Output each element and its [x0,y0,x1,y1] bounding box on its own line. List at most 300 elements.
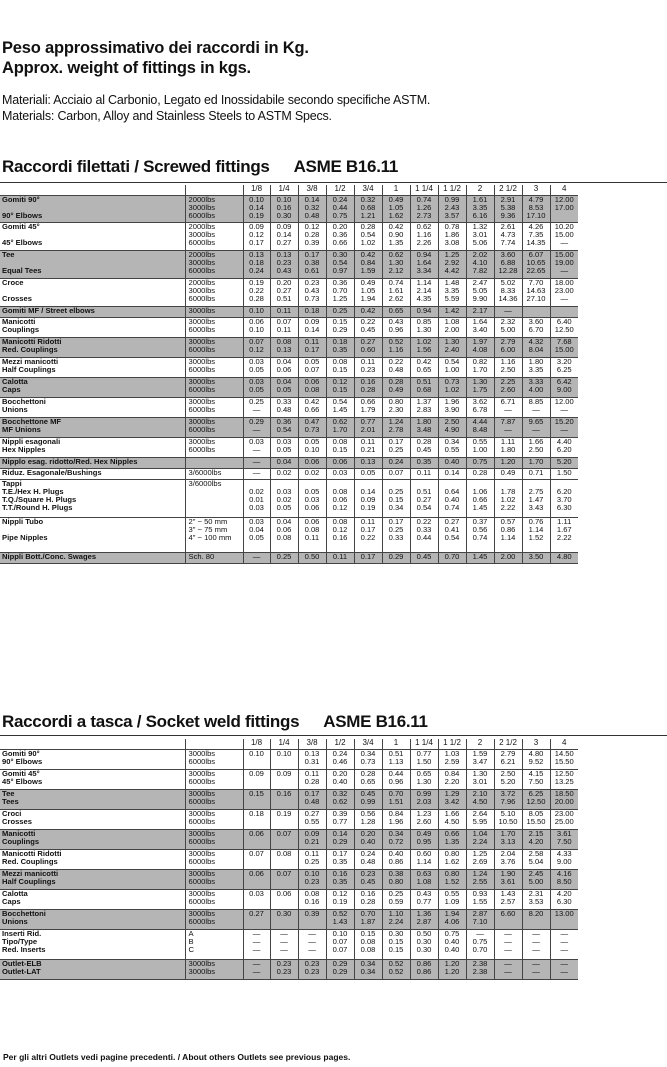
pressure-class: 3000lbs [185,307,243,318]
size-header: 1 [382,739,410,750]
footer-note: Per gli altri Outlets vedi pagine precedenti. / About others Outlets see previous pages. [3,1052,351,1062]
table-row [0,358,578,378]
weight-cell: 0.06 0.10 [243,318,270,338]
weight-cell: 2.10 4.50 [466,790,494,810]
weight-cell: 2.91 5.38 9.36 [494,196,522,223]
weight-cell: 0.10 0.23 [298,870,326,890]
weight-cell: 1.96 3.90 [438,398,466,418]
table-row [0,279,578,307]
weight-cell: 0.09 0.21 [298,830,326,850]
weight-cell: 1.03 2.59 [438,750,466,770]
weight-cell: 4.80 9.52 [522,750,550,770]
weight-cell: 1.25 2.69 [466,850,494,870]
header-blank [0,739,185,750]
weight-cell: 0.03 0.04 0.05 [243,518,270,553]
weight-cell: 1.78 1.02 2.22 [494,480,522,518]
weight-cell: 0.39 [298,910,326,930]
weight-cell: 0.03 0.05 [243,378,270,398]
weight-cell: 7.70 14.63 27.10 [522,279,550,307]
weight-cell: 0.55 1.00 [466,438,494,458]
pressure-class: 3000lbs 6000lbs [185,338,243,358]
weight-cell: — — [522,960,550,980]
weight-cell: 5.02 8.33 14.36 [494,279,522,307]
weight-cell: 1.30 1.75 [466,378,494,398]
fitting-name: Gomiti 45° 45° Elbows [0,223,185,251]
weight-cell: 0.11 [410,469,438,480]
weight-cell: 0.13 0.31 [298,750,326,770]
weight-cell: 1.20 1.20 [438,960,466,980]
weight-cell: 0.08 0.16 [298,890,326,910]
fitting-name: Manicotti Couplings [0,318,185,338]
weight-cell: 1.80 3.48 [410,418,438,438]
weight-cell: 0.18 0.35 [326,338,354,358]
page-header [0,38,430,124]
weight-cell: 0.24 0.44 0.75 [326,196,354,223]
weight-cell: 0.64 0.40 0.74 [438,480,466,518]
socket-rule [0,735,667,736]
weight-cell: 0.70 1.51 [382,790,410,810]
weight-cell: 0.35 [410,458,438,469]
weight-cell: 0.74 1.26 2.73 [410,196,438,223]
weight-cell: 0.66 1.35 [438,830,466,850]
weight-cell: 0.65 [382,307,410,318]
weight-cell: 0.07 0.12 [243,338,270,358]
socket-weld-fittings-table [0,739,578,980]
weight-cell: 0.56 1.28 [354,810,382,830]
weight-cell: 0.42 0.66 [298,398,326,418]
weight-cell: — — — [550,930,578,960]
table-row [0,418,578,438]
weight-cell [550,307,578,318]
screwed-standard: ASME B16.11 [293,157,398,176]
size-header: 4 [550,185,578,196]
weight-cell: 0.71 [522,469,550,480]
weight-cell: 0.34 0.34 [354,960,382,980]
weight-cell: 0.04 0.05 [270,378,298,398]
weight-cell: 0.82 1.70 [466,358,494,378]
weight-cell: 3.62 6.78 [466,398,494,418]
weight-cell: 1.66 2.50 [522,438,550,458]
table-row [0,890,578,910]
weight-cell: 2.02 4.10 7.82 [466,251,494,279]
weight-cell: 0.28 0.45 [410,438,438,458]
table-row [0,518,578,553]
weight-cell: 0.43 0.96 [382,318,410,338]
weight-cell: 4.15 7.50 [522,770,550,790]
weight-cell: 1.30 3.01 [466,770,494,790]
size-header: 1/2 [326,739,354,750]
weight-cell: 0.04 0.06 0.08 [270,518,298,553]
weight-cell: 0.03 [326,469,354,480]
weight-cell: 0.45 [410,553,438,564]
weight-cell: 0.08 [270,850,298,870]
weight-cell: 1.94 4.06 [438,910,466,930]
weight-cell: 2.87 7.10 [466,910,494,930]
weight-cell: 0.08 0.15 [326,438,354,458]
weight-cell: 8.85 — [522,398,550,418]
weight-cell: 0.12 0.28 0.39 [298,223,326,251]
weight-cell: 1.45 [466,553,494,564]
weight-cell: 0.66 1.79 [354,398,382,418]
size-header: 2 [466,739,494,750]
weight-cell: 0.34 0.73 [354,750,382,770]
weight-cell: 0.09 0.12 0.17 [243,223,270,251]
weight-cell: 0.22 0.33 0.44 [410,518,438,553]
weight-cell: 0.13 0.23 0.43 [270,251,298,279]
weight-cell: — 0.75 0.70 [466,930,494,960]
table-row [0,750,578,770]
fitting-name: Outlet-ELB Outlet-LAT [0,960,185,980]
pressure-class: 3000lbs 6000lbs [185,750,243,770]
weight-cell: 2.75 1.47 3.43 [522,480,550,518]
weight-cell: 0.30 0.54 0.97 [326,251,354,279]
pressure-class: 3/6000lbs [185,480,243,518]
size-header: 3/4 [354,185,382,196]
size-header: 1/4 [270,185,298,196]
screwed-fittings-table [0,185,578,564]
weight-cell: 0.30 [270,910,298,930]
pressure-class: 2000lbs 3000lbs 6000lbs [185,196,243,223]
weight-cell: 0.23 0.23 [270,960,298,980]
weight-cell: 0.02 [270,469,298,480]
weight-cell: 0.06 0.08 0.11 [298,518,326,553]
weight-cell: 0.29 [382,553,410,564]
weight-cell: 0.14 [438,469,466,480]
weight-cell: 0.11 [270,307,298,318]
table-row [0,480,578,518]
weight-cell: 0.16 [270,790,298,810]
weight-cell: 0.18 [298,307,326,318]
weight-cell: 2.58 5.04 [522,850,550,870]
table-row [0,790,578,810]
weight-cell: 1.59 3.47 [466,750,494,770]
pressure-class: 2000lbs 3000lbs 6000lbs [185,223,243,251]
weight-cell: 0.18 [243,810,270,830]
header-blank [185,185,243,196]
screwed-section-title [2,157,398,177]
weight-cell: — — [494,960,522,980]
weight-cell: 2.61 4.73 7.74 [494,223,522,251]
pressure-class: 3000lbs 6000lbs [185,438,243,458]
weight-cell: 0.80 2.30 [382,398,410,418]
fitting-name: Nipplo esag. ridotto/Red. Hex Nipples [0,458,185,469]
weight-cell: 0.62 1.16 2.26 [410,223,438,251]
weight-cell: 0.10 0.14 0.19 [243,196,270,223]
table-row [0,318,578,338]
weight-cell: 0.03 0.05 [270,438,298,458]
weight-cell: 0.02 0.01 0.03 [243,480,270,518]
weight-cell: 0.15 [243,790,270,810]
pressure-class: 3000lbs 6000lbs [185,358,243,378]
table-row [0,870,578,890]
weight-cell: 0.06 [326,458,354,469]
weight-cell: 0.34 0.72 [382,830,410,850]
weight-cell: 12.50 13.25 [550,770,578,790]
weight-cell: 0.85 1.30 [410,318,438,338]
weight-cell: 1.16 2.50 [494,358,522,378]
weight-cell: 0.09 0.14 [298,318,326,338]
weight-cell: 0.08 0.15 [326,358,354,378]
header-blank [185,739,243,750]
weight-cell: 0.80 1.62 [438,850,466,870]
weight-cell: 0.05 0.07 [298,358,326,378]
fitting-name: Nippli Tubo Pipe Nipples [0,518,185,553]
weight-cell: — — — [494,930,522,960]
size-header: 3/8 [298,185,326,196]
weight-cell: 0.23 0.45 [354,870,382,890]
weight-cell: 0.32 0.62 [326,790,354,810]
weight-cell: — [243,553,270,564]
pressure-class: 2" ~ 50 mm 3" ~ 75 mm 4" ~ 100 mm [185,518,243,553]
weight-cell: — — — [522,930,550,960]
weight-cell: 0.42 [354,307,382,318]
weight-cell: 15.20 — [550,418,578,438]
weight-cell: 2.47 5.05 9.90 [466,279,494,307]
weight-cell: 0.17 0.48 [298,790,326,810]
pressure-class: Sch. 80 [185,553,243,564]
weight-cell: 10.20 15.00 — [550,223,578,251]
weight-cell: 0.54 1.00 [438,358,466,378]
weight-cell: 0.74 1.61 2.62 [382,279,410,307]
fitting-name: Riduz. Esagonale/Bushings [0,469,185,480]
table-row [0,307,578,318]
weight-cell: 0.15 0.29 [326,318,354,338]
weight-cell: 0.19 [270,810,298,830]
weight-cell: 3.60 6.88 12.28 [494,251,522,279]
weight-cell: 1.11 1.67 2.22 [550,518,578,553]
weight-cell: 0.28 [466,469,494,480]
weight-cell: 0.03 — [243,438,270,458]
weight-cell: 0.20 0.27 0.51 [270,279,298,307]
weight-cell: — [243,469,270,480]
weight-cell: 0.11 0.17 [298,338,326,358]
size-header: 1/2 [326,185,354,196]
weight-cell: 0.11 0.23 [354,358,382,378]
size-header: 1/4 [270,739,298,750]
pressure-class: 3000lbs 6000lbs [185,318,243,338]
fitting-name: Bocchettoni Unions [0,398,185,418]
fitting-name: Mezzi manicotti Half Couplings [0,358,185,378]
title-italian: Peso approssimativo dei raccordi in Kg. [2,39,309,57]
weight-cell: 18.00 23.00 — [550,279,578,307]
weight-cell: 0.04 [270,458,298,469]
pressure-class: 3000lbs 3000lbs [185,960,243,980]
weight-cell: 1.37 2.83 [410,398,438,418]
pressure-class [185,458,243,469]
weight-cell: 23.00 25.00 [550,810,578,830]
weight-cell: 0.09 [243,770,270,790]
weight-cell: 3.20 6.25 [550,358,578,378]
weight-cell: 4.40 6.20 [550,438,578,458]
fitting-name: Manicotti Ridotti Red. Couplings [0,338,185,358]
weight-cell: 0.17 0.35 [326,850,354,870]
weight-cell: 0.17 0.25 0.33 [382,518,410,553]
weight-cell: 3.72 7.96 [494,790,522,810]
weight-cell: 0.14 0.32 0.48 [298,196,326,223]
weight-cell: 0.25 [326,307,354,318]
materials-english: Materials: Carbon, Alloy and Stainless Steels to ASTM Specs. [2,109,332,123]
weight-cell: 0.52 1.16 [382,338,410,358]
size-header: 1 1/2 [438,185,466,196]
weight-cell: 0.76 1.14 1.52 [522,518,550,553]
size-header: 3/4 [354,739,382,750]
weight-cell: 0.22 0.48 [382,358,410,378]
weight-cell: 1.20 [494,458,522,469]
weight-cell: 0.28 0.49 [382,378,410,398]
size-header: 2 [466,185,494,196]
weight-cell: 9.65 — [522,418,550,438]
weight-cell: 2.31 3.53 [522,890,550,910]
weight-cell: 2.50 5.20 [494,770,522,790]
weight-cell: 1.25 2.92 4.42 [438,251,466,279]
weight-cell: 0.05 0.03 0.06 [298,480,326,518]
size-header-row [0,185,578,196]
weight-cell: 0.11 0.21 [354,438,382,458]
weight-cell: 0.03 0.02 0.05 [270,480,298,518]
weight-cell: 1.29 3.42 [438,790,466,810]
weight-cell: 0.27 0.41 0.54 [438,518,466,553]
weight-cell: 0.29 — [243,418,270,438]
weight-cell: 3.50 [522,553,550,564]
weight-cell: 0.30 0.15 0.15 [382,930,410,960]
pressure-class: A B C [185,930,243,960]
weight-cell: 0.20 0.36 0.66 [326,223,354,251]
table-row [0,438,578,458]
weight-cell: 0.39 0.77 [326,810,354,830]
fitting-name: Gomiti MF / Street elbows [0,307,185,318]
weight-cell: 0.08 0.12 0.16 [326,518,354,553]
weight-cell: 1.14 2.14 4.35 [410,279,438,307]
weight-cell: 0.94 [410,307,438,318]
weight-cell: 0.10 [243,307,270,318]
weight-cell: 0.03 [243,890,270,910]
weight-cell: 0.10 0.16 0.30 [270,196,298,223]
weight-cell: 0.49 1.05 1.94 [354,279,382,307]
weight-cell: 0.06 [270,890,298,910]
weight-cell: 4.20 6.30 [550,890,578,910]
weight-cell: 0.03 0.05 [243,358,270,378]
weight-cell: 0.86 0.86 [410,960,438,980]
weight-cell: — — [243,960,270,980]
weight-cell: 0.02 [298,469,326,480]
weight-cell: 0.07 [382,469,410,480]
weight-cell: 0.70 1.87 [354,910,382,930]
weight-cell: 0.11 0.28 [298,770,326,790]
weight-cell: 0.52 0.52 [382,960,410,980]
weight-cell: 0.09 [270,770,298,790]
fitting-name: Inserti Rid. Tipo/Type Red. Inserts [0,930,185,960]
weight-cell: 0.16 0.28 [354,378,382,398]
size-header: 1/8 [243,185,270,196]
weight-cell: 15.00 19.00 — [550,251,578,279]
weight-cell: 1.97 4.08 [466,338,494,358]
weight-cell: 2.50 4.90 [438,418,466,438]
weight-cell: 0.08 0.06 0.12 [326,480,354,518]
weight-cell: 0.27 0.60 [354,338,382,358]
size-header: 2 1/2 [494,739,522,750]
fitting-name: Bocchettone MF MF Unions [0,418,185,438]
table-row [0,770,578,790]
weight-cell: 1.80 3.35 [522,358,550,378]
weight-cell: 0.07 [270,870,298,890]
title-english: Approx. weight of fittings in kgs. [2,59,251,77]
weight-cell: 0.24 [382,458,410,469]
materials-italian: Materiali: Acciaio al Carbonio, Legato ed Inossidabile secondo specifiche ASTM. [2,93,431,107]
weight-cell: 0.07 [270,830,298,850]
weight-cell: 4.16 8.50 [550,870,578,890]
weight-cell: 0.51 1.13 [382,750,410,770]
pressure-class: 3000lbs 6000lbs [185,418,243,438]
weight-cell: 1.24 2.55 [466,870,494,890]
fitting-name: Calotta Caps [0,890,185,910]
weight-cell: 0.50 0.30 0.30 [410,930,438,960]
weight-cell: — — — [298,930,326,960]
pressure-class: 2000lbs 3000lbs 6000lbs [185,251,243,279]
weight-cell: 0.75 0.40 0.40 [438,930,466,960]
size-header: 3 [522,185,550,196]
weight-cell: 5.20 [550,458,578,469]
pressure-class: 3000lbs 6000lbs [185,890,243,910]
weight-cell: 7.68 15.00 [550,338,578,358]
weight-cell: 0.43 0.77 [410,890,438,910]
pressure-class: 3000lbs 6000lbs [185,378,243,398]
weight-cell: 0.84 2.20 [438,770,466,790]
fitting-name: Tee Equal Tees [0,251,185,279]
table-row [0,398,578,418]
size-header: 1 [382,185,410,196]
size-header-row [0,739,578,750]
pressure-class: 2000lbs 3000lbs 6000lbs [185,279,243,307]
weight-cell: 0.04 0.06 [270,358,298,378]
weight-cell: 0.22 0.45 [354,318,382,338]
weight-cell: 0.17 0.25 [382,438,410,458]
weight-cell: 0.47 0.73 [298,418,326,438]
weight-cell: 0.17 0.38 0.61 [298,251,326,279]
weight-cell: 0.12 0.15 [326,378,354,398]
weight-cell: 0.70 [438,553,466,564]
weight-cell: 0.23 0.23 [298,960,326,980]
weight-cell: 14.50 15.50 [550,750,578,770]
size-header: 2 1/2 [494,185,522,196]
pressure-class: 3000lbs 6000lbs [185,870,243,890]
fitting-name: Gomiti 45° 45° Elbows [0,770,185,790]
fitting-name: Calotta Caps [0,378,185,398]
weight-cell: 0.28 0.65 [354,770,382,790]
pressure-class: 3000lbs 6000lbs [185,910,243,930]
weight-cell: 2.00 [494,553,522,564]
weight-cell: 0.34 0.55 [438,438,466,458]
weight-cell: 1.08 2.00 [438,318,466,338]
weight-cell: 0.33 0.48 [270,398,298,418]
weight-cell: 0.45 0.99 [354,790,382,810]
weight-cell: 0.99 2.03 [410,790,438,810]
pressure-class: 3000lbs 6000lbs [185,770,243,790]
weight-cell: 0.11 0.25 [298,850,326,870]
weight-cell: — [494,307,522,318]
table-row [0,960,578,980]
weight-cell: 0.99 2.43 3.57 [438,196,466,223]
socket-section-title [2,712,428,732]
fitting-name: Croce Crosses [0,279,185,307]
fitting-name: Manicotti Couplings [0,830,185,850]
weight-cell: 0.51 0.27 0.54 [410,480,438,518]
weight-cell: 0.06 [243,870,270,890]
weight-cell: 0.84 1.96 [382,810,410,830]
weight-cell: 0.23 0.43 0.73 [298,279,326,307]
weight-cell: 2.79 6.00 [494,338,522,358]
weight-cell: 2.38 2.38 [466,960,494,980]
weight-cell: 7.87 — [494,418,522,438]
